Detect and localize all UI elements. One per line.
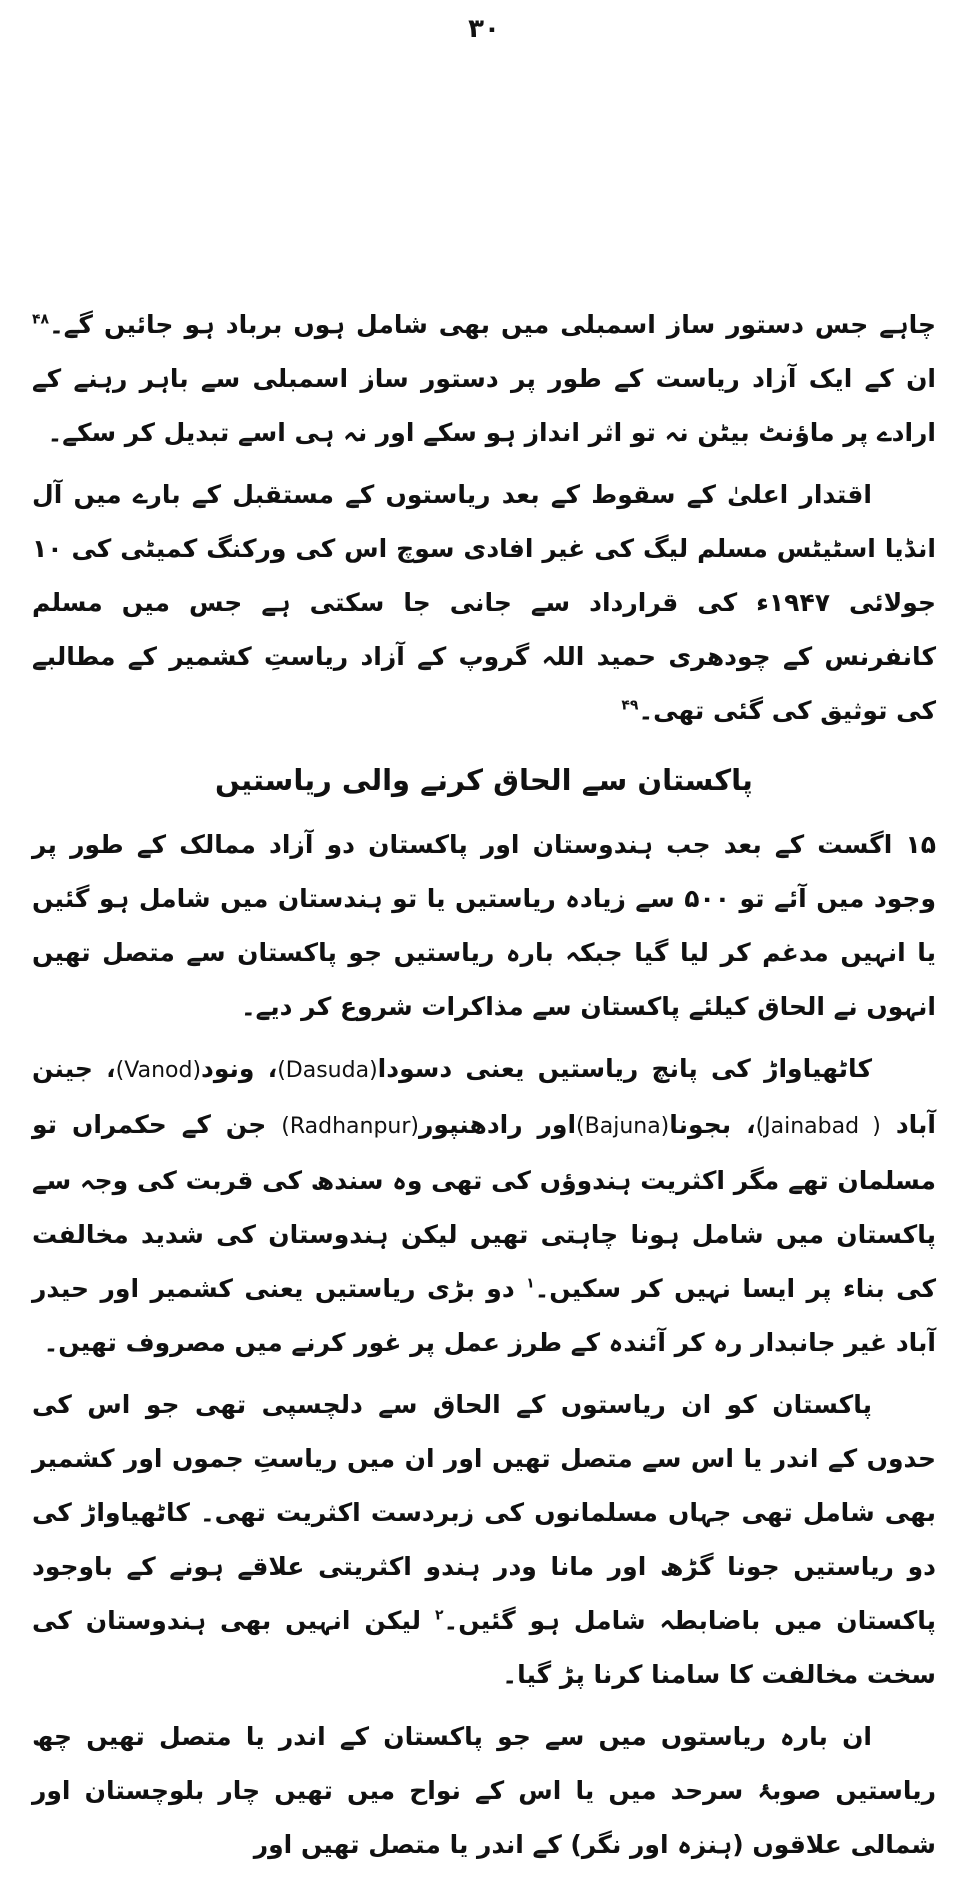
paragraph-text: ، جینن آباد bbox=[32, 1054, 936, 1139]
paragraph-mountbatten bbox=[32, 298, 936, 460]
footnote-ref: ۲ bbox=[435, 1607, 444, 1624]
paragraph-text: اور رادھنپور bbox=[419, 1110, 577, 1139]
paragraph-text: ، بجونا bbox=[669, 1110, 756, 1139]
paragraph-august-15: ۱۵ اگست کے بعد جب ہندوستان اور پاکستان دو آزاد ممالک کے طور پر وجود میں آئے تو ۵۰۰ سے زیادہ ریاستیں یا تو ہندستان میں شامل ہو گئیں یا انہیں مدغم کر لیا گیا جبکہ بارہ ریاستیں جو پاکستان سے متصل تھیں انہوں نے الحاق کیلئے پاکستان سے مذاکرات شروع کر دیے۔ bbox=[32, 830, 936, 1021]
state-name-latin: (Dasuda) bbox=[277, 1058, 378, 1083]
paragraph-text: لیکن انہیں بھی ہندوستان کی سخت مخالفت کا سامنا کرنا پڑ گیا۔ bbox=[32, 1606, 936, 1689]
paragraph-states-muslim-league bbox=[32, 468, 936, 738]
paragraph-text: اقتدار اعلیٰ کے سقوط کے بعد ریاستوں کے مستقبل کے بارے میں آل انڈیا اسٹیٹس مسلم لیگ کی غیر افادی سوچ اس کی ورکنگ کمیٹی کی ۱۰ جولائی ۱۹۴۷ء کی قرارداد سے جانی جا سکتی ہے جس میں مسلم کانفرنس کے چودھری حمید اللہ گروپ کے آزاد ریاستِ کشمیر کے مطالبے کی توثیق کی گئی تھی۔ bbox=[32, 480, 936, 725]
paragraph-text: ، ونود bbox=[201, 1054, 278, 1083]
page-body bbox=[32, 298, 936, 1880]
paragraph-text: دو بڑی ریاستیں یعنی کشمیر اور حیدر آباد غیر جانبدار رہ کر آئندہ کے طرز عمل پر غور کرنے میں مصروف تھیں۔ bbox=[32, 1274, 936, 1357]
footnote-ref: ۴۹ bbox=[621, 697, 639, 714]
state-name-latin: (Radhanpur) bbox=[281, 1114, 420, 1139]
paragraph-twelve-states: ان بارہ ریاستوں میں سے جو پاکستان کے اندر یا متصل تھیں چھ ریاستیں صوبۂ سرحد میں یا اس کے نواح میں تھیں چار بلوچستان اور شمالی علاقوں (ہنزہ اور نگر) کے اندر یا متصل تھیں اور bbox=[32, 1722, 936, 1859]
paragraph-text: پاکستان کو ان ریاستوں کے الحاق سے دلچسپی تھی جو اس کی حدوں کے اندر یا اس سے متصل تھیں اور ان میں ریاستِ جموں اور کشمیر بھی شامل تھی جہاں مسلمانوں کی زبردست اکثریت تھی۔ کاٹھیاواڑ کی دو ریاستیں جونا گڑھ اور مانا ودر ہندو اکثریتی علاقے ہونے کے باوجود پاکستان میں باضابطہ شامل ہو گئیں۔ bbox=[32, 1390, 936, 1635]
page-number: ۳۰ bbox=[468, 14, 500, 44]
section-heading: پاکستان سے الحاق کرنے والی ریاستیں bbox=[215, 763, 753, 797]
paragraph-text: جن کے حکمراں تو مسلمان تھے مگر اکثریت ہندوؤں کی تھی وہ سندھ کی قربت کی وجہ سے پاکستان میں شامل ہونا چاہتی تھیں لیکن ہندوستان کی شدید مخالفت کی بناء پر ایسا نہیں کر سکیں۔ bbox=[32, 1110, 936, 1303]
footnote-ref: ۴۸ bbox=[32, 311, 50, 328]
state-name-latin: (Vanod) bbox=[115, 1058, 202, 1083]
paragraph-text: چاہے جس دستور ساز اسمبلی میں بھی شامل ہوں برباد ہو جائیں گے۔ bbox=[49, 310, 936, 339]
paragraph-pakistan-interest bbox=[32, 1378, 936, 1702]
paragraph-text: کاٹھیاواڑ کی پانچ ریاستیں یعنی دسودا bbox=[377, 1054, 872, 1083]
paragraph-text: ان کے ایک آزاد ریاست کے طور پر دستور ساز اسمبلی سے باہر رہنے کے ارادے پر ماؤنٹ بیٹن نہ تو اثر انداز ہو سکے اور نہ ہی اسے تبدیل کر سکے۔ bbox=[32, 364, 936, 447]
paragraph-kathiawar-states bbox=[32, 1042, 936, 1370]
state-name-latin: (Bajuna) bbox=[576, 1114, 670, 1139]
state-name-latin: (Jainabad ) bbox=[755, 1114, 881, 1139]
footnote-ref: ۱ bbox=[526, 1275, 535, 1292]
